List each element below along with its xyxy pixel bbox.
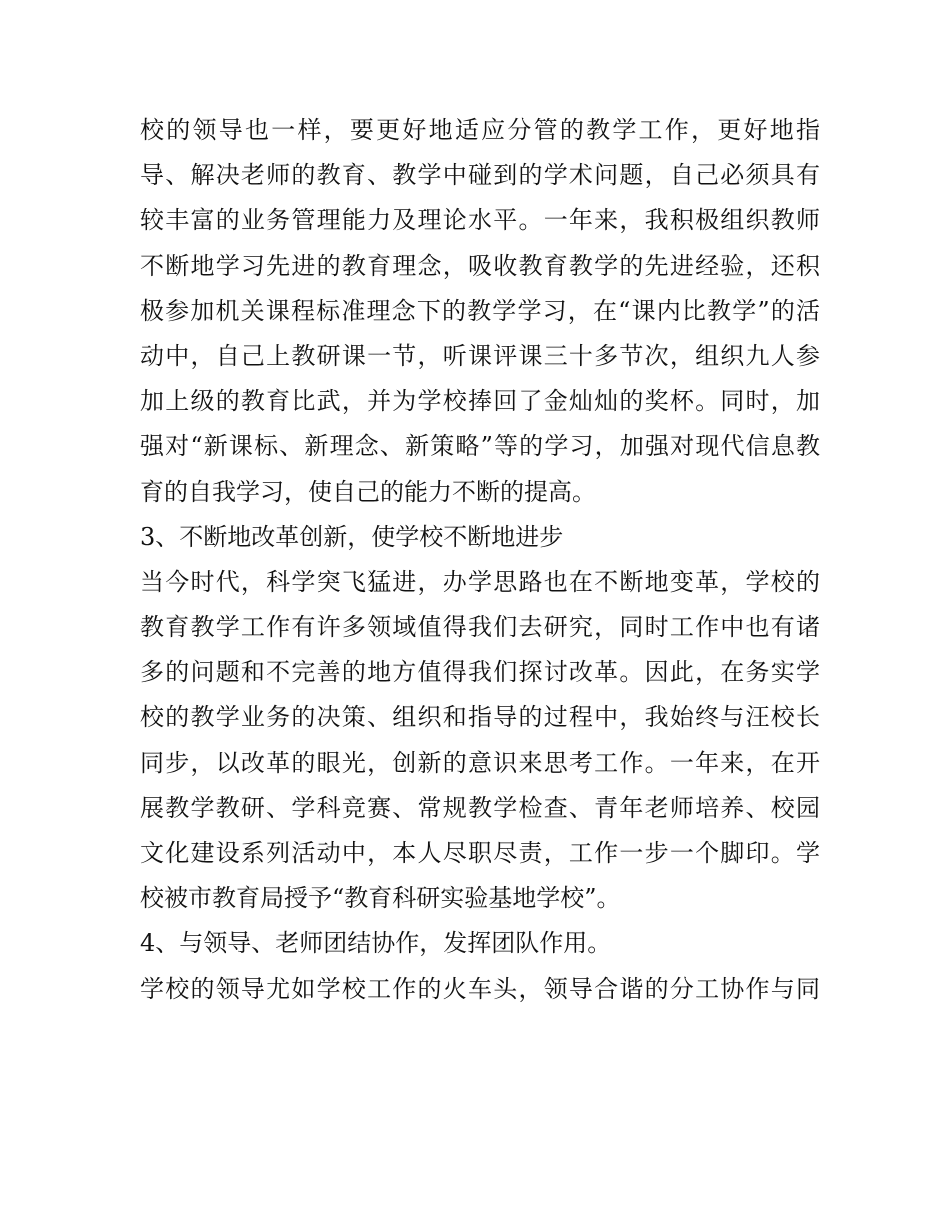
- paragraph-line: 学校的领导尤如学校工作的火车头，领导合谐的分工协作与同: [140, 974, 820, 1003]
- paragraph-line: 当今时代，科学突飞猛进，办学思路也在不断地变革，学校的: [140, 567, 820, 596]
- paragraph-line: 文化建设系列活动中，本人尽职尽责，工作一步一个脚印。学: [140, 839, 820, 867]
- paragraph-line: 同步，以改革的眼光，创新的意识来思考工作。一年来，在开: [140, 748, 820, 777]
- paragraph-line: 校的领导也一样，要更好地适应分管的教学工作，更好地指: [140, 116, 820, 144]
- paragraph-line: 多的问题和不完善的地方值得我们探讨改革。因此，在务实学: [140, 658, 820, 687]
- paragraph-line-end: 3、不断地改革创新，使学校不断地进步: [140, 522, 564, 551]
- paragraph-line-end: 校被市教育局授予“教育科研实验基地学校”。: [140, 884, 621, 913]
- paragraph-line: 加上级的教育比武，并为学校捧回了金灿灿的奖杯。同时，加: [140, 387, 820, 416]
- paragraph-line-end: 4、与领导、老师团结协作，发挥团队作用。: [140, 929, 612, 958]
- paragraph-line: 教育教学工作有许多领域值得我们去研究，同时工作中也有诸: [140, 613, 820, 642]
- paragraph-line: 校的教学业务的决策、组织和指导的过程中，我始终与汪校长: [140, 703, 820, 732]
- document-body: [140, 108, 820, 1012]
- paragraph-line: 极参加机关课程标准理念下的教学学习，在“课内比教学”的活: [140, 296, 820, 325]
- paragraph-line-end: 育的自我学习，使自己的能力不断的提高。: [140, 477, 596, 506]
- paragraph-line: 展教学教研、学科竞赛、常规教学检查、青年老师培养、校园: [140, 793, 820, 822]
- paragraph-line: 强对“新课标、新理念、新策略”等的学习，加强对现代信息教: [140, 432, 820, 461]
- paragraph-line: 不断地学习先进的教育理念，吸收教育教学的先进经验，还积: [140, 251, 820, 280]
- paragraph-line: 导、解决老师的教育、教学中碰到的学术问题，自己必须具有: [140, 161, 820, 190]
- paragraph-line: 较丰富的业务管理能力及理论水平。一年来，我积极组织教师: [140, 206, 820, 235]
- paragraph-line: 动中，自己上教研课一节，听课评课三十多节次，组织九人参: [140, 341, 820, 370]
